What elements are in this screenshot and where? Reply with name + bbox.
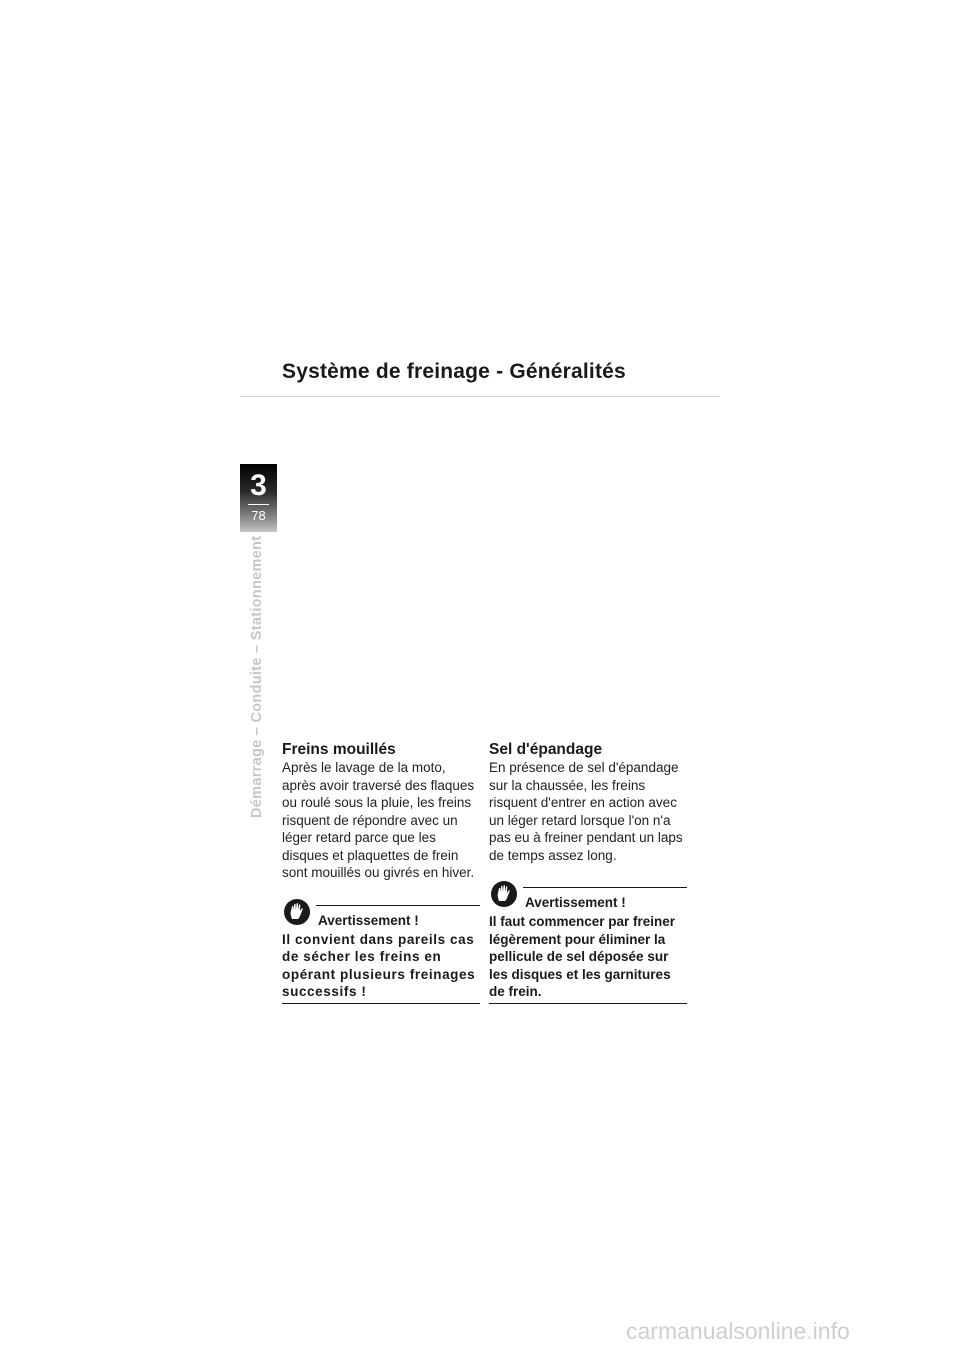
warning-title: Avertissement ! <box>525 895 626 910</box>
section-road-salt <box>489 740 687 1004</box>
title-divider <box>240 396 720 397</box>
section-wet-brakes <box>282 740 480 1004</box>
page-title: Système de freinage - Généralités <box>282 360 626 383</box>
warning-text: Il faut commencer par freiner légèrement pour éliminer la pellicule de sel déposée sur les disques et les garnitures de frein. <box>489 914 676 999</box>
warning-box <box>282 899 480 1004</box>
hand-stop-icon <box>284 899 310 925</box>
chapter-tab <box>240 464 277 532</box>
section-body: Après le lavage de la moto, après avoir traversé des flaques ou roulé sous la pluie, les freins risquent de répondre avec un léger retard parce que les disques et plaquettes de frein sont mouillés ou givrés en hiver. <box>282 760 475 880</box>
warning-top-rule <box>523 887 687 888</box>
warning-bottom-rule <box>489 1003 687 1004</box>
page-number: 78 <box>251 508 266 523</box>
section-heading: Sel d'épandage <box>489 741 603 758</box>
watermark: carmanualsonline.info <box>626 1318 850 1344</box>
section-heading: Freins mouillés <box>282 741 396 758</box>
chapter-side-label: Démarrage – Conduite – Stationnement <box>249 535 265 818</box>
warning-top-rule <box>316 905 480 906</box>
warning-bottom-rule <box>282 1003 480 1004</box>
section-body: En présence de sel d'épandage sur la chaussée, les freins risquent d'entrer en action avec un léger retard lorsque l'on n'a pas eu à freiner pendant un laps de temps assez long. <box>489 760 683 863</box>
warning-title: Avertissement ! <box>318 912 419 928</box>
warning-box <box>489 881 687 1004</box>
hand-stop-icon <box>491 881 517 907</box>
warning-text: Il convient dans pareils cas de sécher les freins en opérant plusieurs freinages successifs ! <box>282 931 476 999</box>
chapter-divider <box>248 504 269 505</box>
chapter-number: 3 <box>250 469 267 502</box>
